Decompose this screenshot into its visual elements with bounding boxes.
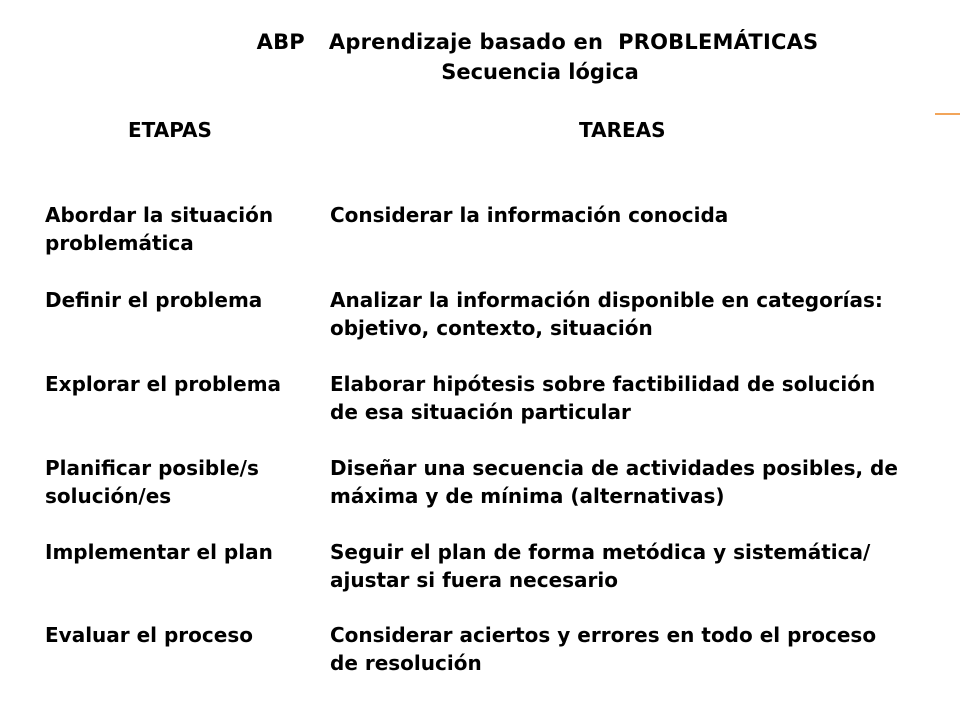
task-line: de resolución [330,651,482,675]
task-line: Seguir el plan de forma metódica y sistemática/ [330,540,871,564]
stage-cell [45,538,315,566]
task-line: Elaborar hipótesis sobre factibilidad de solución [330,372,876,396]
task-line: Diseñar una secuencia de actividades posibles, de [330,456,898,480]
task-line: objetivo, contexto, situación [330,316,653,340]
task-line: Considerar aciertos y errores en todo el proceso [330,623,877,647]
stage-line: Abordar la situación [45,203,274,227]
task-line: ajustar si fuera necesario [330,568,619,592]
stage-cell [45,370,315,398]
task-cell [330,201,930,229]
task-cell [330,370,930,426]
stage-cell [45,621,315,649]
decorative-accent-line [935,113,960,115]
column-header-tareas: TAREAS [579,118,666,142]
stage-line: problemática [45,231,194,255]
stage-cell [45,286,315,314]
task-cell [330,454,930,510]
slide-subtitle: Secuencia lógica [441,60,639,84]
title-main: Aprendizaje basado en PROBLEMÁTICAS [328,30,819,54]
column-header-etapas: ETAPAS [128,118,212,142]
stage-line: Implementar el plan [45,540,273,564]
task-line: Considerar la información conocida [330,203,729,227]
task-line: de esa situación particular [330,400,631,424]
stage-line: Evaluar el proceso [45,623,253,647]
slide-title [0,27,960,57]
stage-cell [45,201,315,257]
stage-line: Planificar posible/s [45,456,259,480]
task-line: Analizar la información disponible en categorías: [330,288,883,312]
task-cell [330,538,930,594]
task-cell [330,621,930,677]
stage-cell [45,454,315,510]
stage-line: solución/es [45,484,172,508]
stage-line: Definir el problema [45,288,263,312]
stage-line: Explorar el problema [45,372,282,396]
task-line: máxima y de mínima (alternativas) [330,484,725,508]
task-cell [330,286,930,342]
title-abbreviation: ABP [256,30,305,54]
